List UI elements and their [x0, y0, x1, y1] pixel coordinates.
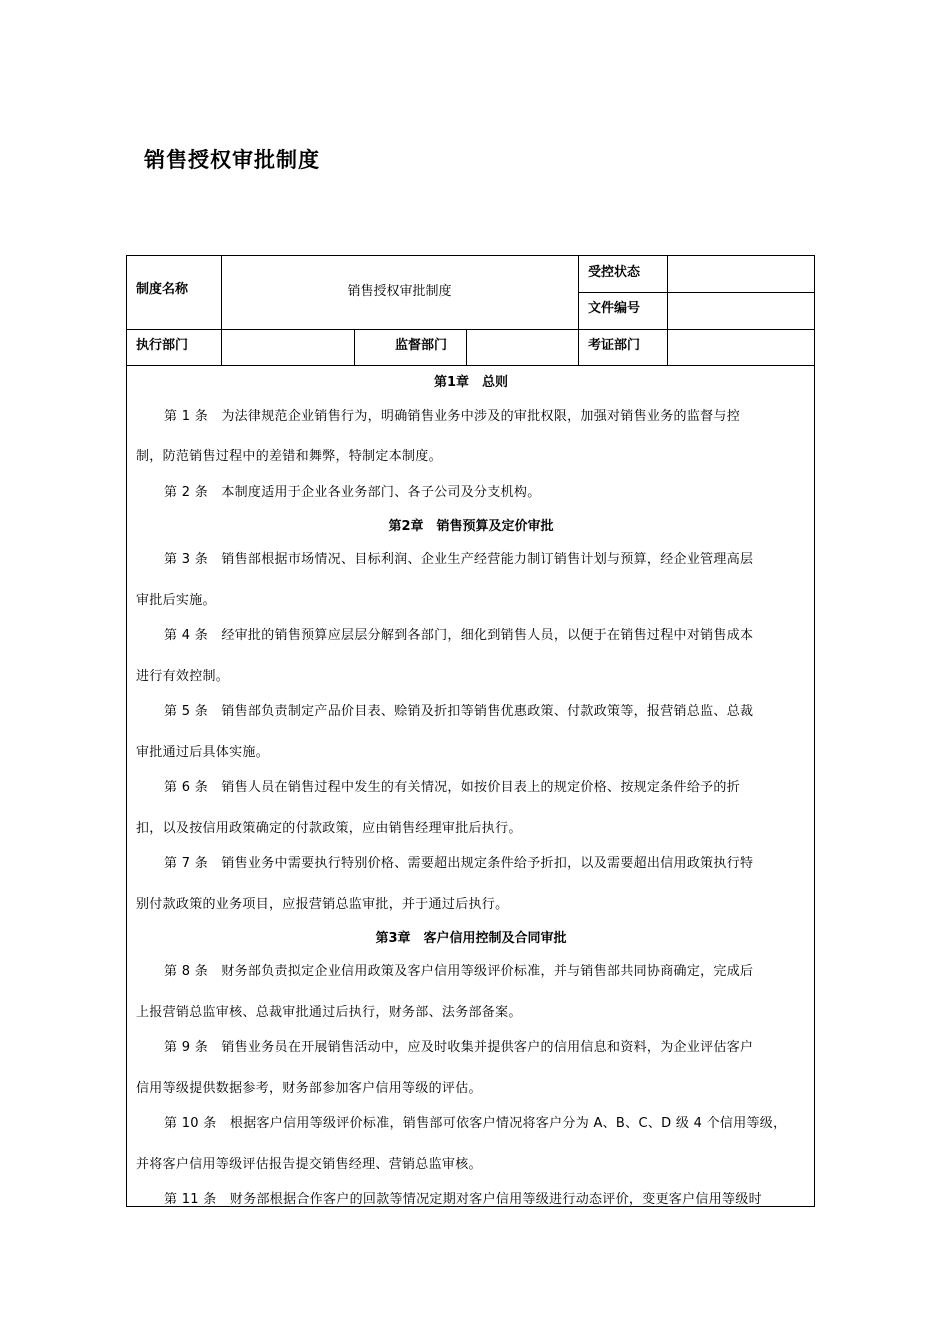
- article-line: 第 4 条 经审批的销售预算应层层分解到各部门，细化到销售人员，以便于在销售过程中对销售成本: [164, 628, 754, 643]
- table-divider: [127, 329, 815, 330]
- table-divider: [354, 329, 355, 365]
- table-divider: [667, 256, 668, 365]
- article-line: 第 8 条 财务部负责拟定企业信用政策及客户信用等级评价标准，并与销售部共同协商确定，完成后: [164, 964, 754, 979]
- chapter-heading: 第2章 销售预算及定价审批: [388, 519, 554, 534]
- article-line: 进行有效控制。: [136, 669, 230, 684]
- article-line: 审批后实施。: [136, 593, 216, 608]
- supervise-label: 监督部门: [395, 338, 448, 353]
- article-line: 制，防范销售过程中的差错和舞弊，特制定本制度。: [136, 449, 442, 464]
- name-value: 销售授权审批制度: [347, 284, 452, 299]
- chapter-heading: 第3章 客户信用控制及合同审批: [375, 931, 567, 946]
- verify-label: 考证部门: [588, 338, 641, 353]
- article-line: 第 1 条 为法律规范企业销售行为，明确销售业务中涉及的审批权限，加强对销售业务的监督与控: [164, 409, 741, 424]
- article-line: 扣，以及按信用政策确定的付款政策，应由销售经理审批后执行。: [136, 821, 522, 836]
- article-line: 第 6 条 销售人员在销售过程中发生的有关情况，如按价目表上的规定价格、按规定条件给予的折: [164, 780, 741, 795]
- table-divider: [221, 256, 222, 365]
- article-line: 信用等级提供数据参考，财务部参加客户信用等级的评估。: [136, 1081, 482, 1096]
- docno-label: 文件编号: [588, 301, 641, 316]
- table-divider: [127, 365, 815, 366]
- article-line: 第 10 条 根据客户信用等级评价标准，销售部可依客户情况将客户分为 A、B、C、D 级 4 个信用等级，: [164, 1116, 787, 1131]
- page-title: 销售授权审批制度: [144, 148, 320, 172]
- article-line: 第 5 条 销售部负责制定产品价目表、赊销及折扣等销售优惠政策、付款政策等，报营销总监、总裁: [164, 704, 754, 719]
- article-line: 别付款政策的业务项目，应报营销总监审批，并于通过后执行。: [136, 897, 509, 912]
- article-line: 第 11 条 财务部根据合作客户的回款等情况定期对客户信用等级进行动态评价，变更客户信用等级时: [164, 1192, 762, 1207]
- article-line: 第 9 条 销售业务员在开展销售活动中，应及时收集并提供客户的信用信息和资料，为企业评估客户: [164, 1040, 754, 1055]
- chapter-heading: 第1章 总则: [433, 375, 509, 390]
- exec-label: 执行部门: [136, 338, 189, 353]
- article-line: 第 2 条 本制度适用于企业各业务部门、各子公司及分支机构。: [164, 485, 541, 500]
- table-divider: [578, 292, 815, 293]
- article-line: 审批通过后具体实施。: [136, 745, 270, 760]
- article-line: 并将客户信用等级评估报告提交销售经理、营销总监审核。: [136, 1157, 482, 1172]
- table-divider: [578, 256, 579, 365]
- article-line: 第 7 条 销售业务中需要执行特别价格、需要超出规定条件给予折扣，以及需要超出信用政策执行特: [164, 856, 754, 871]
- article-line: 第 3 条 销售部根据市场情况、目标利润、企业生产经营能力制订销售计划与预算，经企业管理高层: [164, 552, 754, 567]
- name-label: 制度名称: [136, 282, 189, 297]
- status-label: 受控状态: [588, 265, 641, 280]
- table-divider: [466, 329, 467, 365]
- regulation-table: [126, 255, 815, 1207]
- article-line: 上报营销总监审核、总裁审批通过后执行，财务部、法务部备案。: [136, 1005, 522, 1020]
